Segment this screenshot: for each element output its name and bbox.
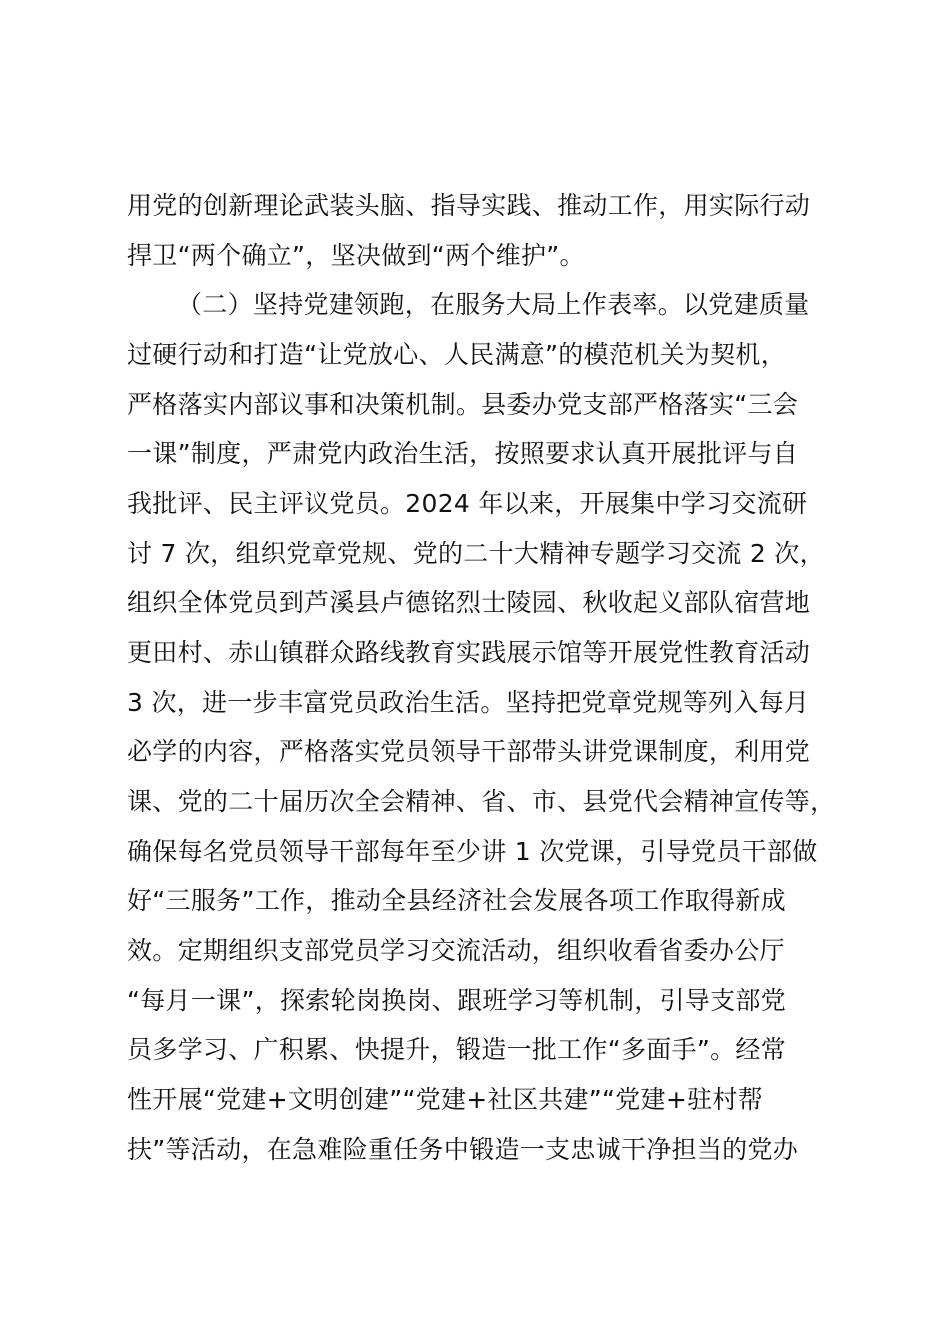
text-line: 讨 7 次，组织党章党规、党的二十大精神专题学习交流 2 次， bbox=[127, 539, 825, 568]
text-line: 捍卫“两个确立”，坚决做到“两个维护”。 bbox=[127, 241, 585, 270]
text-line: 课、党的二十届历次全会精神、省、市、县党代会精神宣传等， bbox=[127, 787, 836, 816]
text-line: 更田村、赤山镇群众路线教育实践展示馆等开展党性教育活动 bbox=[127, 638, 811, 667]
text-line: 我批评、民主评议党员。2024 年以来，开展集中学习交流研 bbox=[127, 489, 808, 518]
text-line: 效。定期组织支部党员学习交流活动，组织收看省委办公厅 bbox=[127, 936, 785, 965]
text-line: 组织全体党员到芦溪县卢德铭烈士陵园、秋收起义部队宿营地 bbox=[127, 588, 811, 617]
text-line: 必学的内容，严格落实党员领导干部带头讲党课制度，利用党 bbox=[127, 737, 811, 766]
text-line: 确保每名党员领导干部每年至少讲 1 次党课，引导党员干部做 bbox=[127, 837, 818, 866]
section-heading-line: （二）坚持党建领跑，在服务大局上作表率。以党建质量 bbox=[177, 290, 810, 319]
text-line: 严格落实内部议事和决策机制。县委办党支部严格落实“三会 bbox=[127, 390, 799, 419]
text-line: 3 次，进一步丰富党员政治生活。坚持把党章党规等列入每月 bbox=[127, 688, 810, 717]
text-line: 用党的创新理论武装头脑、指导实践、推动工作，用实际行动 bbox=[127, 191, 811, 220]
text-line: “每月一课”，探索轮岗换岗、跟班学习等机制，引导支部党 bbox=[127, 986, 787, 1015]
text-line: 好“三服务”工作，推动全县经济社会发展各项工作取得新成 bbox=[127, 886, 787, 915]
text-line: 员多学习、广积累、快提升，锻造一批工作“多面手”。经常 bbox=[127, 1035, 787, 1064]
text-line: 一课”制度，严肃党内政治生活，按照要求认真开展批评与自 bbox=[127, 439, 799, 468]
text-line: 性开展“党建+文明创建”“党建+社区共建”“党建+驻村帮 bbox=[127, 1085, 764, 1114]
text-line: 过硬行动和打造“让党放心、人民满意”的模范机关为契机， bbox=[127, 340, 787, 369]
text-line: 扶”等活动，在急难险重任务中锻造一支忠诚干净担当的党办 bbox=[127, 1135, 799, 1164]
